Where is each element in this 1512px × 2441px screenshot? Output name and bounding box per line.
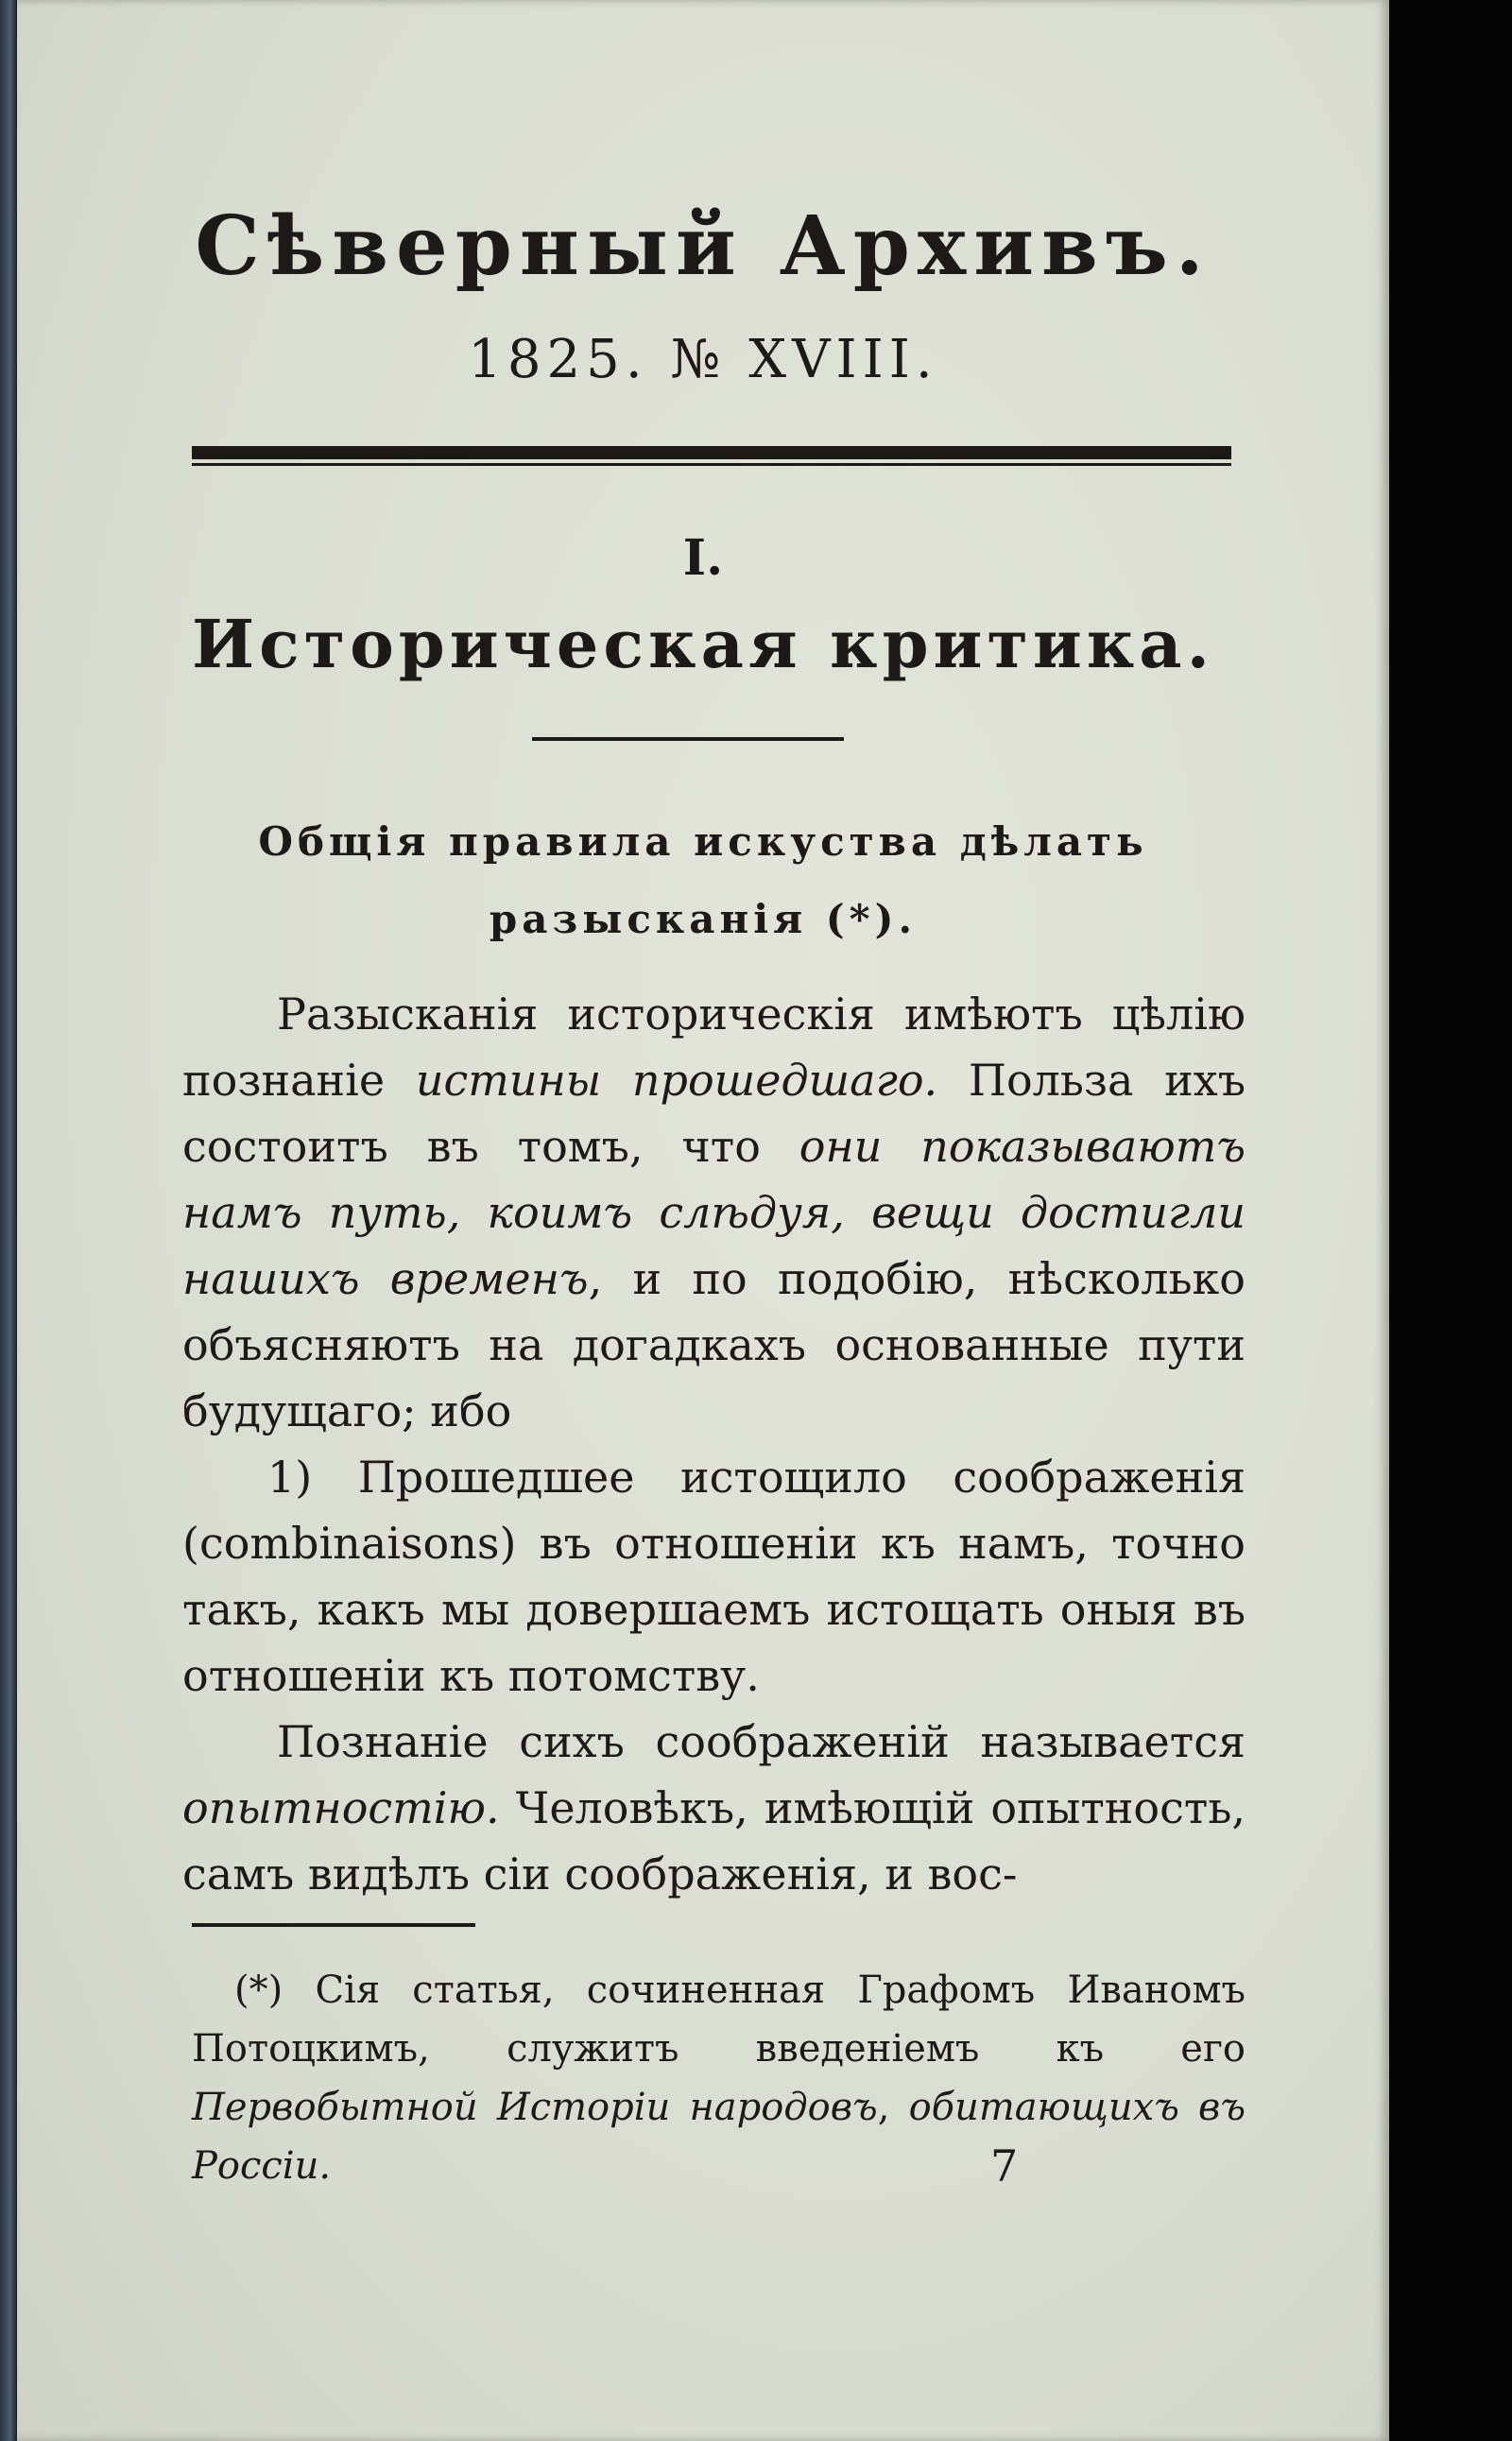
paragraph-2: 1) Прошедшее истощило соображенія (combinaisons) въ отношеніи къ намъ, точно такъ, какъ мы довершаемъ истощать оныя въ отношеніи къ потомству. <box>182 1452 1246 1701</box>
binding-edge <box>0 0 17 2441</box>
issue-line: 1825. № XVIII. <box>468 329 938 390</box>
footnote-rule <box>192 1923 475 1927</box>
article-title-line-1: Общія правила искуства дѣлать <box>258 818 1148 865</box>
paragraph-1-part-b: Польза ихъ состоитъ въ томъ, что <box>182 1055 1246 1172</box>
footnote-text <box>192 1961 1246 2195</box>
paragraph-1-part-a: Разысканія историческія имѣютъ цѣлію познаніе <box>182 988 1246 1106</box>
paragraph-3 <box>182 1709 1246 1907</box>
paragraph-1-emphasis-2: они показываютъ намъ путь, коимъ слѣдуя, вещи достигли нашихъ временъ <box>182 1121 1246 1304</box>
article-title-line-2: разысканія (*). <box>489 896 918 942</box>
page <box>17 0 1389 2441</box>
paragraph-3-part-a: Познаніе сихъ соображеній называется <box>277 1716 1246 1767</box>
section-divider <box>532 737 844 741</box>
paragraph-3-emphasis: опытностію. <box>182 1782 500 1833</box>
paragraph-1-emphasis-1: истины прошедшаго. <box>415 1055 938 1106</box>
footnote-emphasis-1: Первобытной Исторіи народовъ <box>192 2086 878 2129</box>
section-number: I. <box>682 529 724 587</box>
footnote-emphasis-2: обитающихъ въ Россіи. <box>192 2086 1246 2188</box>
footnote <box>192 1961 1246 2195</box>
paragraph-1-part-c: , и по подобію, нѣсколько объясняютъ на догадкахъ основанные пути будущаго; ибо <box>182 1253 1246 1436</box>
paragraph-1 <box>182 981 1246 1444</box>
paragraph-3-part-b: Человѣкъ, имѣющій опытность, самъ видѣлъ сіи соображенія, и вос- <box>182 1782 1246 1900</box>
masthead-rule-thin <box>192 463 1231 466</box>
body-text <box>182 981 1246 1907</box>
signature-mark: 7 <box>990 2140 1019 2192</box>
section-title: Историческая критика. <box>191 605 1215 683</box>
footnote-part-a: (*) Сія статья, сочиненная Графомъ Иваномъ Потоцкимъ, служитъ введеніемъ къ его <box>192 1968 1246 2071</box>
masthead-rule-thick <box>192 446 1231 459</box>
scan-background <box>1389 0 1512 2441</box>
article-title <box>17 803 1389 958</box>
masthead-title: Сѣверный Архивъ. <box>195 198 1211 294</box>
footnote-part-b: , <box>877 2086 909 2129</box>
